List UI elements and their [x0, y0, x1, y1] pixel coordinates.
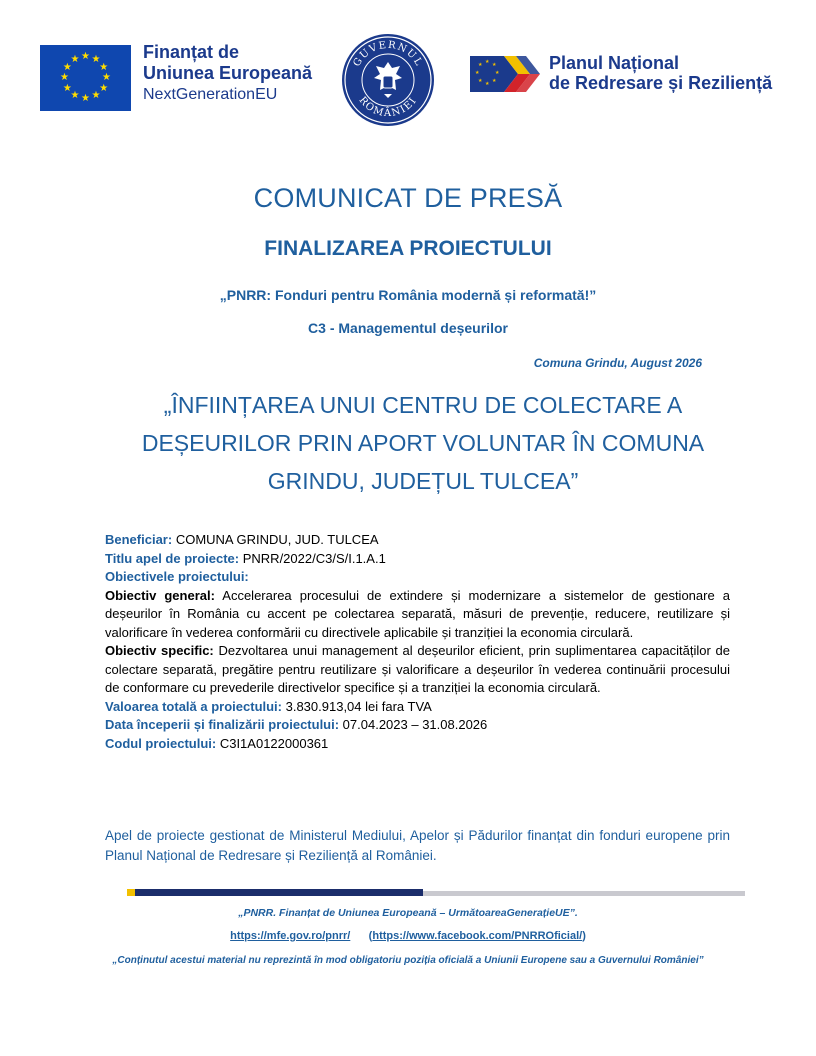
pnrr-logo-text: [549, 53, 789, 93]
eu-star-icon: ★: [81, 93, 90, 104]
eu-star-icon: ★: [91, 53, 101, 65]
specific-objective-value: Dezvoltarea unui management al deșeurilor eficient, prin suplimentarea capacităților de colectare separată, pregătire pentru reutilizare și valorificare a deșeurilor în vederea continuării procesului de conformare cu prevederile directivelor specifice și a tranziției la economia circulară.: [105, 643, 730, 695]
seal-bottom-text: ROMÂNIEI: [356, 94, 420, 120]
funding-note: Apel de proiecte gestionat de Ministerul Mediului, Apelor și Pădurilor finanțat din fonduri europene prin Planul Național de Redresare și Reziliență al României.: [105, 828, 730, 863]
project-completion-subtitle: FINALIZAREA PROIECTULUI: [264, 237, 552, 260]
svg-text:★: ★: [485, 81, 490, 87]
total-value-label: Valoarea totală a proiectului:: [105, 698, 282, 714]
svg-text:★: ★: [485, 59, 490, 65]
pnrr-line-1: Planul Național: [549, 53, 680, 73]
general-objective-label: Obiectiv general:: [105, 587, 215, 603]
government-seal-logo: [340, 32, 436, 128]
link-spacer: [353, 930, 365, 942]
facebook-link-open: (: [368, 930, 373, 942]
footer-divider: [127, 889, 745, 896]
footer-links: [0, 930, 816, 942]
svg-text:★: ★: [475, 70, 480, 76]
call-value: PNRR/2022/C3/S/I.1.A.1: [239, 550, 386, 566]
footer-slogan: „PNRR. Finanțat de Uniunea Europeană – UrmătoareaGenerațieUE”.: [238, 907, 578, 919]
eu-star-icon: ★: [102, 72, 111, 83]
eu-line-1: Finanțat de: [143, 42, 240, 62]
dates-value: 07.04.2023 – 31.08.2026: [339, 717, 488, 732]
project-code-label: Codul proiectului:: [105, 735, 217, 751]
component-name: C3 - Managementul deșeurilor: [308, 320, 508, 336]
specific-objective-row: [105, 642, 730, 698]
mfe-link[interactable]: https://mfe.gov.ro/pnrr/: [230, 930, 351, 942]
total-value-value: 3.830.913,04 lei fara TVA: [282, 698, 432, 714]
eu-star-icon: ★: [99, 61, 109, 73]
call-label: Titlu apel de proiecte:: [105, 550, 240, 566]
project-title-line-2: DEȘEURILOR PRIN APORT VOLUNTAR ÎN COMUNA: [141, 430, 705, 456]
eu-star-icon: ★: [91, 90, 101, 102]
footer-divider-dark: [127, 889, 423, 896]
eu-flag-logo: [40, 45, 131, 111]
eu-funding-logo-text: [143, 42, 333, 106]
call-row: [105, 550, 730, 569]
project-info: [105, 531, 730, 753]
project-title-line-1: „ÎNFIINȚAREA UNUI CENTRU DE COLECTARE A: [163, 392, 683, 418]
beneficiary-row: [105, 531, 730, 550]
project-title: [140, 386, 706, 500]
press-release-title: COMUNICAT DE PRESĂ: [253, 183, 563, 213]
beneficiary-value: COMUNA GRINDU, JUD. TULCEA: [172, 532, 379, 547]
svg-text:★: ★: [495, 70, 500, 76]
svg-text:★: ★: [492, 62, 497, 68]
project-title-line-3: GRINDU, JUDEȚUL TULCEA”: [267, 468, 579, 494]
eu-star-icon: ★: [81, 51, 90, 62]
footer-divider-light: [423, 891, 745, 896]
eu-star-icon: ★: [60, 72, 69, 83]
eu-star-icon: ★: [70, 90, 80, 102]
place-date: Comuna Grindu, August 2026: [533, 356, 702, 370]
eu-star-icon: ★: [62, 61, 72, 73]
objectives-row: [105, 568, 730, 587]
project-code-value: C3I1A0122000361: [216, 735, 329, 751]
footer-disclaimer: „Conținutul acestui material nu reprezintă în mod obligatoriu poziția oficială a Uniunii Europene sau a Guvernului României”: [112, 955, 704, 966]
svg-text:★: ★: [478, 78, 483, 84]
pnrr-line-2: de Redresare și Reziliență: [549, 73, 773, 93]
beneficiary-label: Beneficiar:: [105, 532, 173, 547]
total-value-row: [105, 698, 730, 717]
eu-star-icon: ★: [99, 82, 109, 94]
general-objective-value: Accelerarea procesului de extindere și modernizare a sistemelor de gestionare a deșeurilor în România cu accent pe colectarea separată, măsuri de prevenție, reducere, reutilizare și valorificare în vederea conformării cu directivele aplicabile și tranziției la economia circulară.: [105, 587, 730, 640]
facebook-link[interactable]: https://www.facebook.com/PNRROficial/: [372, 930, 583, 942]
eu-line-3: NextGenerationEU: [143, 86, 278, 103]
dates-label: Data începerii și finalizării proiectului:: [105, 717, 340, 732]
facebook-link-close: ): [582, 930, 586, 942]
svg-text:★: ★: [478, 62, 483, 68]
footer-divider-accent: [127, 889, 135, 896]
eu-star-icon: ★: [70, 53, 80, 65]
general-objective-row: [105, 587, 730, 643]
eu-star-icon: ★: [62, 82, 72, 94]
svg-text:★: ★: [492, 78, 497, 84]
pnrr-flag-logo: [470, 52, 540, 96]
specific-objective-label: Obiectiv specific:: [105, 643, 214, 658]
dates-row: [105, 716, 730, 735]
seal-top-text: GUVERNUL: [351, 39, 425, 69]
objectives-label: Obiectivele proiectului:: [105, 569, 249, 584]
program-name: „PNRR: Fonduri pentru România modernă și reformată!”: [219, 287, 597, 303]
eu-line-2: Uniunea Europeană: [143, 63, 313, 83]
project-code-row: [105, 735, 730, 754]
